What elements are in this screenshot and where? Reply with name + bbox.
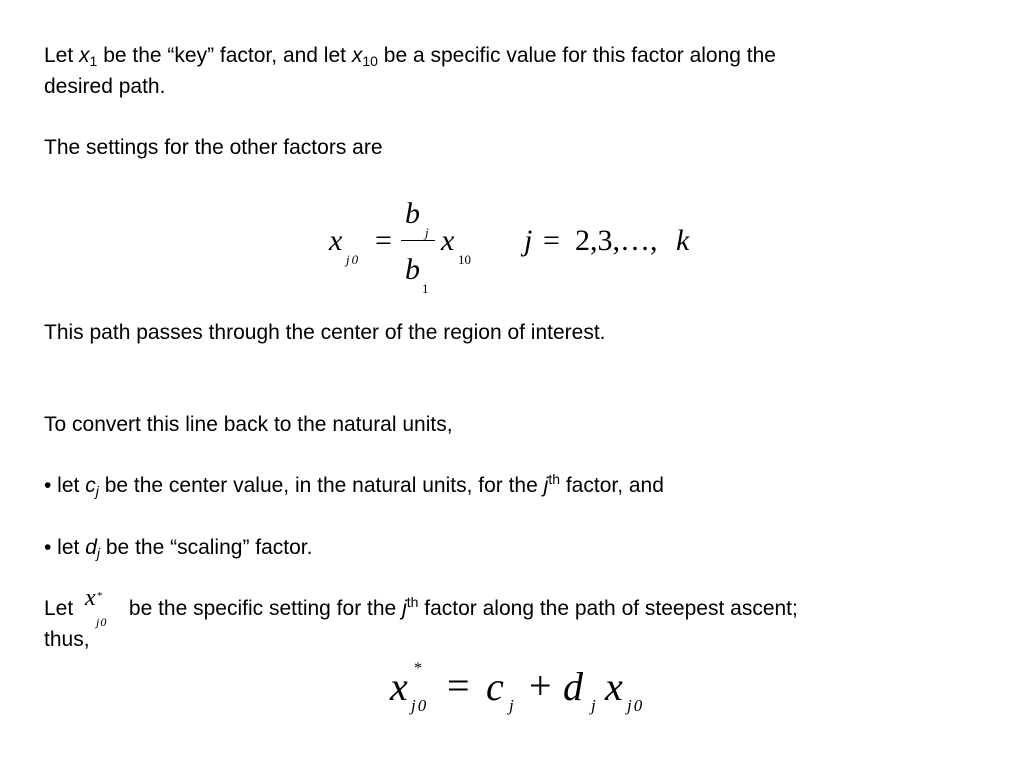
eq2-x: x (605, 664, 623, 709)
para5-j: j (402, 597, 407, 620)
eq1-equals: = (375, 224, 392, 257)
eq1-denominator-b: b (405, 253, 420, 286)
intro-line2: desired path. (44, 75, 166, 98)
eq2-lhs-subscript: j0 (411, 696, 429, 715)
eq1-denominator-subscript: 1 (422, 281, 429, 296)
eq2-c: c (486, 664, 504, 709)
var-x1: x (79, 44, 90, 67)
intro-middle: be the “key” factor, and let (103, 44, 346, 67)
para5-let: Let (44, 597, 74, 620)
bullet1-middle: be the center value, in the natural units, for the (104, 474, 538, 497)
inline-subscript: j0 (96, 615, 108, 629)
inline-star: * (97, 590, 103, 602)
eq2-equals: = (447, 663, 470, 708)
eq1-range-k: k (676, 224, 690, 257)
convert-paragraph: To convert this line back to the natural units, (44, 413, 453, 436)
eq1-rhs-subscript: 10 (458, 252, 471, 267)
eq2-x-subscript: j0 (627, 696, 645, 715)
intro-let: Let (44, 44, 74, 67)
bullet1-var-c: c (85, 474, 96, 497)
para5-th: th (406, 594, 419, 610)
eq1-lhs-subscript: j0 (346, 252, 361, 267)
eq2-d-subscript: j (591, 696, 596, 715)
eq2-lhs-x: x (390, 664, 408, 709)
eq1-range-equals: = (543, 224, 560, 257)
bullet2-var-d: d (85, 536, 97, 559)
var-x1-subscript: 1 (89, 53, 98, 69)
eq1-range-values: 2,3,…, (575, 224, 658, 257)
eq1-numerator-b: b (405, 197, 420, 230)
var-x10-subscript: 10 (362, 53, 378, 69)
bullet1-th: th (548, 471, 560, 487)
para5-middle: be the specific setting for the (128, 597, 397, 620)
bullet1-subscript: j (95, 483, 99, 499)
inline-x: x (85, 585, 96, 611)
eq1-rhs-x: x (441, 224, 455, 257)
bullet2-prefix: • let (44, 536, 80, 559)
bullet2-subscript: j (96, 545, 101, 561)
bullet1-prefix: • let (44, 474, 80, 497)
bullet1-j: j (543, 474, 549, 497)
path-center-paragraph: This path passes through the center of the region of interest. (44, 321, 606, 344)
eq2-c-subscript: j (509, 696, 514, 715)
var-x10: x (351, 44, 363, 67)
bullet2-end: be the “scaling” factor. (105, 536, 313, 559)
intro-end: be a specific value for this factor along the (383, 44, 776, 67)
eq2-lhs-star: * (414, 660, 422, 677)
bullet1-end: factor, and (565, 474, 664, 497)
eq2-plus: + (529, 663, 552, 708)
settings-paragraph: The settings for the other factors are (44, 136, 383, 159)
eq2-d: d (563, 664, 583, 709)
para5-line2: thus, (44, 628, 90, 651)
eq1-numerator-subscript: j (425, 225, 429, 240)
eq1-range-j: j (524, 224, 533, 257)
para5-end: factor along the path of steepest ascent; (424, 597, 798, 620)
eq1-lhs-x: x (329, 224, 343, 257)
